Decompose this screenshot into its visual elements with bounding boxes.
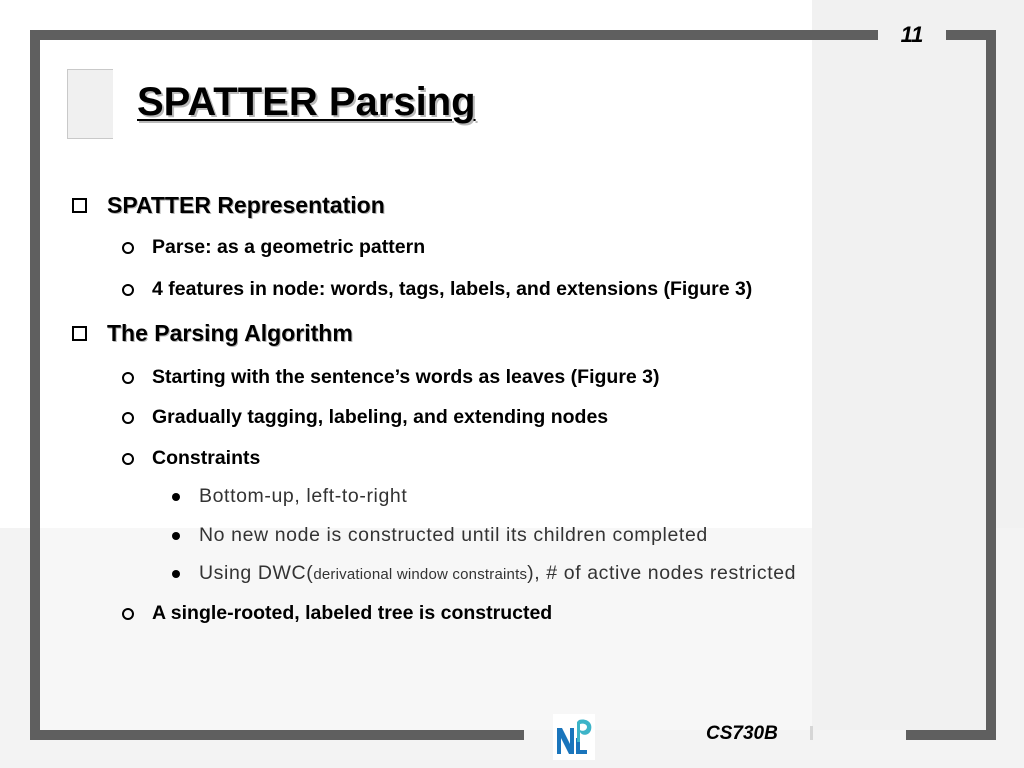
dot-bullet-icon: [172, 532, 180, 540]
frame-bottom-right-bar: [906, 730, 996, 740]
ring-bullet-icon: [122, 242, 134, 254]
list-item: Starting with the sentence’s words as leaves (Figure 3): [122, 366, 660, 389]
square-bullet-icon: [72, 198, 87, 213]
frame-bottom-left-bar: [30, 730, 524, 740]
ring-bullet-icon: [122, 372, 134, 384]
frame-top-bar: [30, 30, 878, 40]
slide-area-right-shade: [812, 40, 986, 730]
ring-bullet-icon: [122, 412, 134, 424]
list-item: Gradually tagging, labeling, and extending nodes: [122, 406, 608, 429]
section-heading: SPATTER Representation: [72, 192, 385, 219]
square-bullet-icon: [72, 326, 87, 341]
frame-right-bar: [986, 30, 996, 740]
sub-list-item: Using DWC(derivational window constraints), # of active nodes restricted: [172, 562, 796, 585]
sub-list-item: No new node is constructed until its children completed: [172, 524, 708, 547]
dot-bullet-icon: [172, 493, 180, 501]
title-accent-box: [67, 69, 113, 139]
dot-bullet-icon: [172, 570, 180, 578]
list-item: Constraints: [122, 447, 260, 470]
ring-bullet-icon: [122, 608, 134, 620]
section-heading: The Parsing Algorithm: [72, 320, 353, 347]
footer-divider: [810, 726, 813, 740]
course-label: CS730B: [706, 723, 778, 744]
list-item: Parse: as a geometric pattern: [122, 236, 425, 259]
nlp-logo-icon: [553, 714, 595, 760]
ring-bullet-icon: [122, 453, 134, 465]
frame-left-bar: [30, 30, 40, 740]
ring-bullet-icon: [122, 284, 134, 296]
list-item: A single-rooted, labeled tree is constructed: [122, 602, 552, 625]
slide-title: SPATTER Parsing: [137, 80, 476, 124]
sub-list-item: Bottom-up, left-to-right: [172, 485, 407, 508]
page-number: 11: [900, 22, 924, 47]
slide-area-bottom-shade: [40, 528, 812, 730]
list-item: 4 features in node: words, tags, labels, and extensions (Figure 3): [122, 278, 752, 301]
